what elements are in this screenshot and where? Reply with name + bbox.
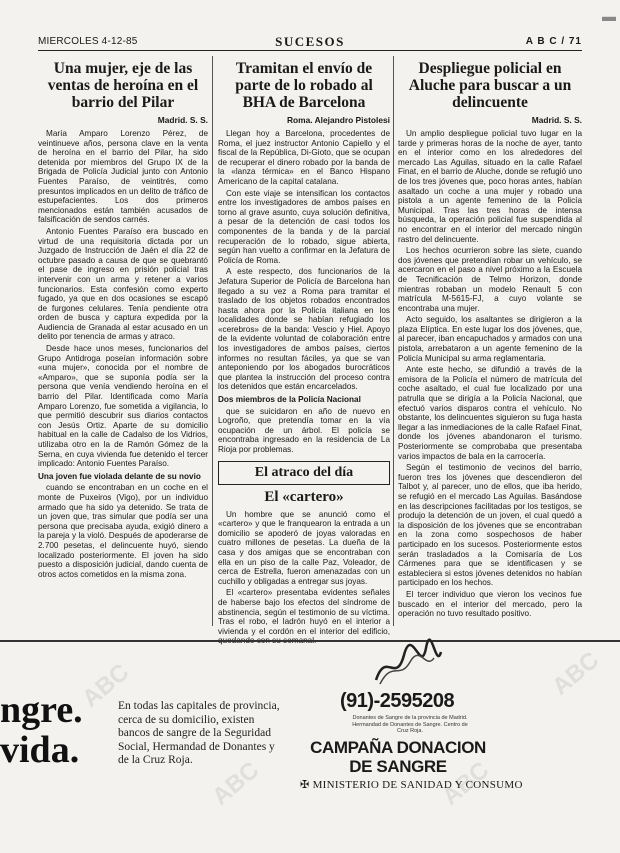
watermark-logo: ABC [207,756,265,811]
article-title: Despliegue policial en Aluche para buscar a un delincuente [408,60,572,111]
ad-scribble-graphic [366,640,446,690]
ad-headline-line: ngre. [0,689,83,731]
article-paragraph: A este respecto, dos funcionarios de la Jefatura Superior de Policía de Barcelona han llegado a su vez a Roma para tramitar el traslado de los objetos robados encontrados hasta ahora por la Policía italiana en los localidades donde se habían refugiado los «cerebros» de la banda: Vescio y Hiel. Apoyo de la evidente voluntad de colaboración entre los investigadores de ambos países, ciertos informes no resultan fáciles, ya que se van anteponiendo por los abogados burocráticos que plantea la instrucción del proceso contra los detenidos que están encarcelados. [218,267,390,392]
article-paragraph: Antonio Fuentes Paraíso era buscado en virtud de una requisitoria dictada por un Juzgado de Instrucción de Jaén el día 22 de octubre pasado a causa de que se quebrantó el pase de ingreso en prisión policial tras intervenir con un arma y retener a varios funcionarios. Esta confesión como experto fugado, ya que en dos ocasiones se escapó de furgones celulares. Tenía pendiente otra orden de busca y captura expedida por la Audiencia de Granada al estar acusado en un delito por tenencia de armas y atraco. [38,226,208,342]
article-paragraph: Ante este hecho, se difundió a través de la emisora de la Policía el número de matrícula del coche asaltado, el cual fue localizado por una patrulla que se dirigía a la Policía Nacional, que efectuó varios disparos contra el vehículo. No obstante, los delincuentes siguieron su fuga hasta llegar a las inmediaciones de la calle Rafael Finat, donde los jóvenes abandonaron el turismo. Posteriormente se comprobaba que presentaba varios impactos de bala en la carrocería. [398,365,582,461]
article-title: Tramitan el envío de parte de lo robado al BHA de Barcelona [235,60,373,111]
article-title: Una mujer, eje de las ventas de heroína en el barrio del Pilar [47,60,199,111]
ad-campaign-line: CAMPAÑA DONACION [310,738,486,757]
column-divider [212,56,213,626]
article-aluche [398,56,582,638]
article-paragraph: Acto seguido, los asaltantes se dirigieron a la plaza Elíptica. En este lugar los dos jóvenes, que, al parecer, iban encapuchados y armados con una pistola, arrebataron a un agente femenino de la Policía Municipal su arma reglamentaria. [398,315,582,363]
ad-headline [0,690,83,770]
corner-mark: ▬ [602,8,616,24]
article-paragraph: Los hechos ocurrieron sobre las siete, cuando dos jóvenes que pretendían robar un vehículo, se acercaron en el paso a nivel próximo a la Escuela de Tecnificación de Telmo Horizon, donde mientras robaban un modelo Renault 5 con matrícula M-5615-FJ, a cuyo volante se encontraba una mujer. [398,246,582,313]
article-bha [218,56,390,638]
watermark-logo: ABC [77,658,135,713]
article-paragraph: Desde hace unos meses, funcionarios del Grupo Antidroga poseían información sobre «una mujer», conocida por el nombre de «Amparo», que se suponía podía ser la persona que venía vendiendo heroína en el barrio del Pilar. Identificada como María Amparo Lorenzo, fue sometida a vigilancia, lo que permitió descubrir sus diarios contactos con Jesús Ortiz. Aparte de su domicilio habitual en la calle de Cadalso de los Vidrios, utilizaba otro en la de Ramón Gómez de la Serna, en cuya vivienda fue detenido el tercer implicado: Antonio Fuentes Paraíso. [38,344,208,469]
brief-paragraph: que se suicidaron en año de nuevo en Logroño, que pretendía tomar en la vía ocupación de un árbol. El policía se encontraba ingresado en la residencia de La Rioja por problemas. [218,406,390,454]
section-box [218,461,390,485]
article-paragraph: Según el testimonio de vecinos del barrio, fueron tres los jóvenes que descendieron del Talbot y, al parecer, uno de ellos, que iba herido, se refugió en el mercado Las Aguilas. Basándose en las descripciones facilitadas por los testigos, se produjo la detención de un joven, el cual quedó a la disposición de los jóvenes que se encontraban en la zona como sospechosos de haber participado en los sucesos. Posteriormente estos serán trasladados a la Comisaría de Los Cármenes para que se identificasen y se estableciera si estos jóvenes detenidos no habían participado en los hechos. [398,463,582,588]
ministry-emblem-icon: ✠ [300,779,313,791]
article-byline: Roma. Alejandro Pistolesi [286,115,390,125]
feature-paragraph: Un hombre que se anunció como el «cartero» y que le franquearon la entrada a un domicilio se apoderó de joyas valoradas en cuatro millones de pesetas. La dueña de la casa y dos amigas que se encontraban con ella en un piso de la calle Paz, Voleador, de cerca de Estrella, fueron amenazadas con un cuchillo y obligadas a entregar sus joyas. [218,509,390,586]
page-header [38,34,582,51]
ad-campaign-line: DE SANGRE [349,757,447,776]
watermark-logo: ABC [547,646,605,701]
ad-headline-line: vida. [0,729,80,771]
ad-divider [0,640,620,642]
column-divider [393,56,394,626]
feature-title: El «cartero» [264,488,344,505]
article-paragraph: Un amplio despliegue policial tuvo lugar en la tarde y primeras horas de la noche de ayer, tanto en el interior como en los alrededores del mercado Las Aguilas, situado en la calle Rafael Finat, en el barrio de Aluche, donde se refugió uno de los tres jóvenes que, poco horas antes, habían asaltado un coche a una mujer y robado una pistola a un agente femenino de la Policía Municipal. Tras las tres horas de intensa búsqueda, la operación policial fue suspendida al no encontrar en el interior del mercado ningún rastro del delincuente. [398,129,582,244]
header-page: A B C / 71 [525,36,582,47]
brief-title: Dos miembros de la Policía Nacional [218,395,361,405]
article-byline: Madrid. S. S. [531,115,582,125]
feature-paragraph: El «cartero» presentaba evidentes señales de haberse bajo los efectos del síndrome de abstinencia, según el testimonio de su víctima. Tras el robo, el ladrón huyó en el interior a vivienda y el cordón en el interior del edificio, [218,588,390,636]
header-date: MIERCOLES 4-12-85 [38,36,138,47]
header-section: SUCESOS [275,34,345,49]
ad-phone-number: (91)-2595208 [340,690,455,712]
ad-small-print: Donantes de Sangre de la provincia de Madrid. Hermandad de Donantes de Sangre. Centro de Cruz Roja. [352,715,468,734]
article-paragraph: El tercer individuo que vieron los vecinos fue buscado en el interior del mercado, pero la operación no tuvo resultado positivo. [398,589,582,619]
article-paragraph: Llegan hoy a Barcelona, procedentes de Roma, el juez instructor Antonio Capiello y el fiscal de la República, Di-Gioto, que se ocupan de recuperar el dinero robado por la banda de la «lanza térmica» en el Banco Hispano Americano de la capital catalana. [218,129,390,186]
box-title: El atraco del día [254,464,354,480]
article-byline: Madrid. S. S. [157,115,208,125]
brief-title: Una joven fue violada delante de su novio [38,471,201,481]
ad-body-text: En todas las capitales de provincia, cerca de su domicilio, existen bancos de sangre de la Seguridad Social, Hermandad de Donantes y de la Cruz Roja. [118,700,280,766]
article-paragraph: Con este viaje se intensifican los contactos entre los investigadores de ambos países en torno al grave asunto, cuya solución definitiva, a pesar de la detención de casi todos los componentes de la banda y de la parcial recuperación de lo robado, sigue abierta, según han vuelto a confirmar en la Jefatura de Policía de Roma. [218,188,390,265]
article-paragraph: María Amparo Lorenzo Pérez, de veintinueve años, persona clave en la venta de heroína en el barrio del Pilar, ha sido detenida por miembros del Grupo IX de la Brigada de Policía Judicial junto con Antonio Fuentes Paraíso, de veintitrés, como presuntos implicados en un delito de tráfico de estupefacientes. Los dos primeros mencionados están también acusados de falsificación de sendos carnés. [38,129,208,225]
ministry-name: MINISTERIO DE SANIDAD Y CONSUMO [312,779,523,791]
article-heroin [38,56,208,638]
watermark-logo: ABC [437,756,495,811]
brief-paragraph: cuando se encontraban en un coche en el monte de Puxeiros (Vigo), por un individuo armado que ha sido ya detenido. Se trata de un joven que, tras simular que podía ser una persona que precisaba ayuda, exigió dinero a la pareja y la violó. Después de apoderarse de 2.700 pesetas, el delincuente huyó, siendo localizado posteriormente. El joven ha sido puesto a disposición judicial, dando cuenta de otros actos cometidos en la misma zona. [38,483,208,579]
